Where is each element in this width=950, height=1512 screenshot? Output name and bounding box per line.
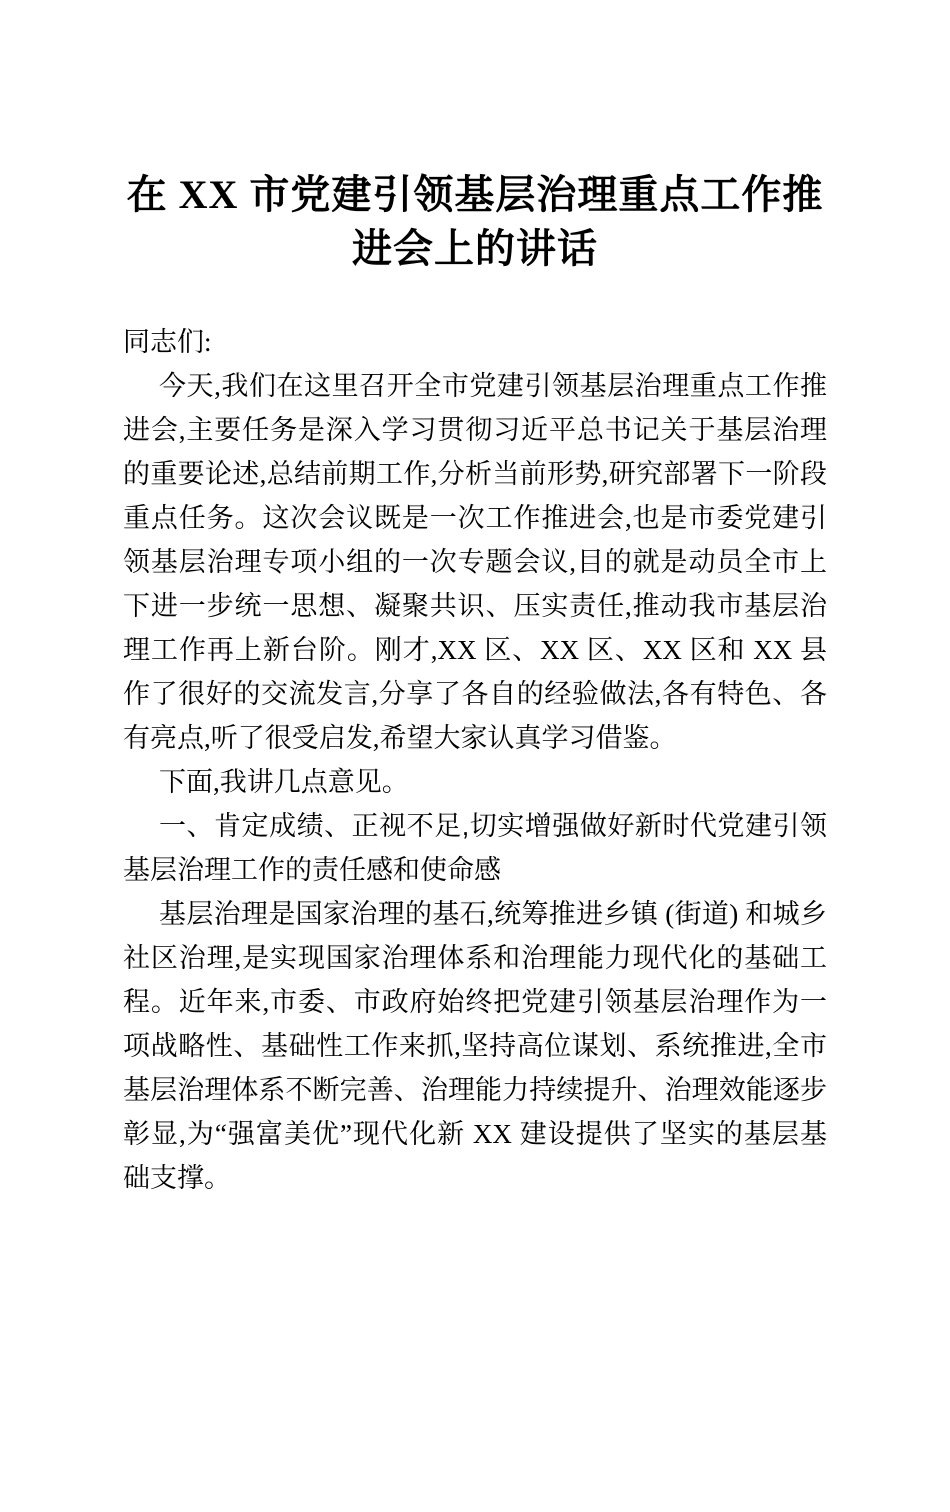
section-heading-1: 一、肯定成绩、正视不足,切实增强做好新时代党建引领基层治理工作的责任感和使命感 bbox=[123, 811, 827, 885]
document-body bbox=[123, 320, 827, 1200]
paragraph-transition: 下面,我讲几点意见。 bbox=[159, 767, 409, 797]
paragraph-section-body: 基层治理是国家治理的基石,统筹推进乡镇 (街道) 和城乡社区治理,是实现国家治理体系和治理能力现代化的基础工程。近年来,市委、市政府始终把党建引领基层治理作为一项战略性、基础性工作来抓,坚持高位谋划、系统推进,全市基层治理体系不断完善、治理能力持续提升、治理效能逐步彰显,为“强富美优”现代化新 XX 建设提供了坚实的基层基础支撑。 bbox=[123, 899, 827, 1193]
document-page bbox=[0, 168, 950, 1512]
salutation: 同志们: bbox=[123, 327, 212, 357]
document-title: 在 XX 市党建引领基层治理重点工作推进会上的讲话 bbox=[126, 172, 824, 271]
paragraph-opening: 今天,我们在这里召开全市党建引领基层治理重点工作推进会,主要任务是深入学习贯彻习近平总书记关于基层治理的重要论述,总结前期工作,分析当前形势,研究部署下一阶段重点任务。这次会议既是一次工作推进会,也是市委党建引领基层治理专项小组的一次专题会议,目的就是动员全市上下进一步统一思想、凝聚共识、压实责任,推动我市基层治理工作再上新台阶。刚才,XX 区、XX 区、XX 区和 XX 县作了很好的交流发言,分享了各自的经验做法,各有特色、各有亮点,听了很受启发,希望大家认真学习借鉴。 bbox=[123, 371, 827, 753]
